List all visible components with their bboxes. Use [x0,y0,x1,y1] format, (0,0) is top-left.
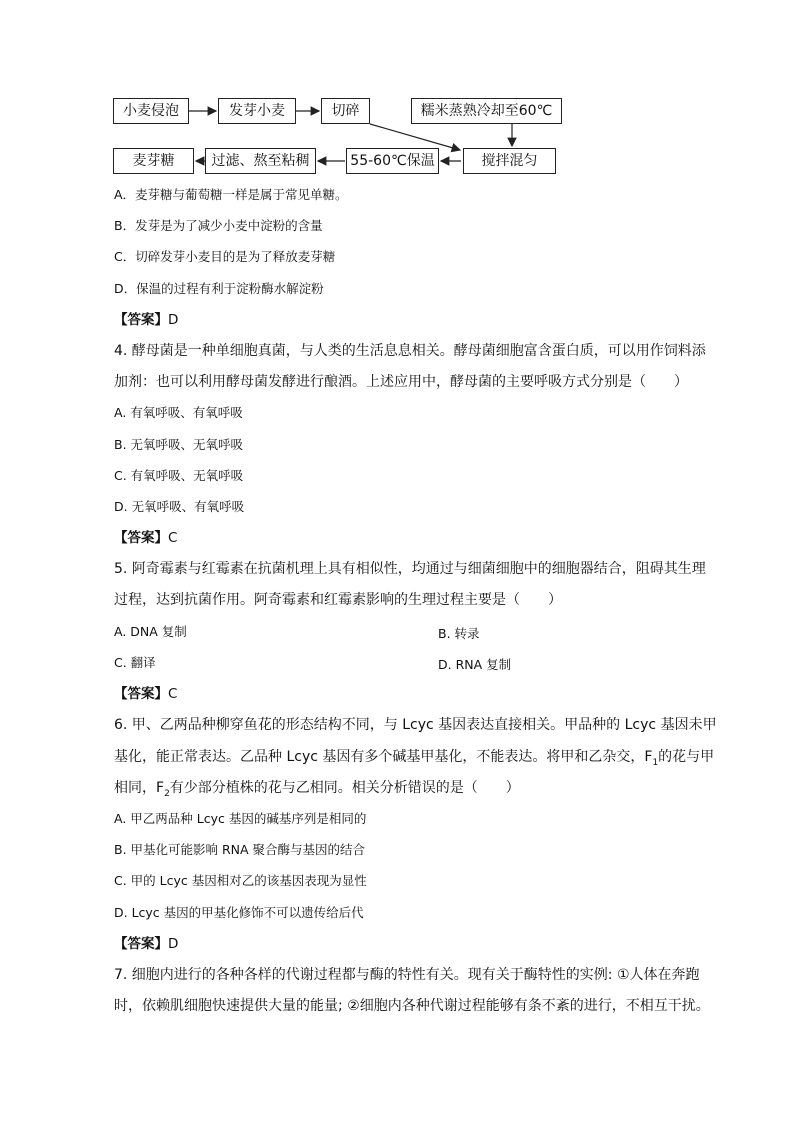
q5-answer [114,686,794,702]
q5-stem-line-1: 5. 阿奇霉素与红霉素在抗菌机理上具有相似性，均通过与细菌细胞中的细胞器结合，阻碍其生理 [114,561,706,577]
q3-option-a: A．麦芽糖与葡萄糖一样是属于常见单糖。 [114,187,348,202]
q5-option-b: B. 转录 [438,626,480,641]
q6-answer [114,936,794,952]
q4-stem-line-1: 4. 酵母菌是一种单细胞真菌，与人类的生活息息相关。酵母菌细胞富含蛋白质，可以用作饲料添 [114,343,706,359]
q4-option-d: D. 无氧呼吸、有氧呼吸 [114,499,245,514]
flow-box-chop: 切碎 [321,98,370,124]
answer-value: D [168,312,179,328]
answer-value: C [168,530,178,546]
q6-line3-end: 有少部分植株的花与乙相同。相关分析错误的是（ ） [169,780,520,796]
answer-label: 【答案】 [114,686,168,702]
q5-option-d: D. RNA 复制 [438,657,512,672]
process-flowchart [0,0,794,190]
q6-stem-line-3 [114,780,794,800]
q6-line2-end: 的花与甲 [658,749,715,765]
flow-box-soak: 小麦侵泡 [113,98,189,124]
answer-value: C [168,686,178,702]
q7-stem-line-2: 时，依赖肌细胞快速提供大量的能量; ②细胞内各种代谢过程能够有条不紊的进行，不相互干扰。 [114,998,710,1014]
flow-box-filter: 过滤、熬至粘稠 [205,148,316,174]
q7-stem-line-1: 7. 细胞内进行的各种各样的代谢过程都与酶的特性有关。现有关于酶特性的实例: ①人体在奔跑 [114,967,700,983]
q4-answer [114,530,794,546]
answer-label: 【答案】 [114,936,168,952]
q6-line3-start: 相同，F [114,780,165,796]
q5-option-a: A. DNA 复制 [114,624,187,639]
q6-stem-line-2 [114,749,794,769]
q4-option-c: C. 有氧呼吸、无氧呼吸 [114,468,244,483]
flow-box-maltose: 麦芽糖 [113,148,194,174]
q4-option-b: B. 无氧呼吸、无氧呼吸 [114,437,244,452]
arrow-3-5 [370,124,460,150]
q3-answer [114,312,794,328]
answer-value: D [168,936,179,952]
q5-option-c: C. 翻译 [114,655,156,670]
answer-label: 【答案】 [114,530,168,546]
q3-option-c: C．切碎发芽小麦目的是为了释放麦芽糖 [114,249,336,264]
subscript-2: 2 [164,788,170,799]
q6-option-d: D. Lcyc 基因的甲基化修饰不可以遗传给后代 [114,905,364,920]
q4-stem-line-2: 加剂：也可以利用酵母菌发酵进行酿酒。上述应用中，酵母菌的主要呼吸方式分别是（ ） [114,374,688,390]
flow-box-incubate: 55-60℃保温 [346,148,439,174]
flow-box-mix: 搅拌混匀 [463,148,556,174]
q4-option-a: A. 有氧呼吸、有氧呼吸 [114,405,243,420]
flow-box-rice: 糯米蒸熟冷却至60℃ [411,98,562,124]
q6-option-b: B. 甲基化可能影响 RNA 聚合酶与基因的结合 [114,842,366,857]
answer-label: 【答案】 [114,312,168,328]
q6-option-c: C. 甲的 Lcyc 基因相对乙的该基因表现为显性 [114,873,367,888]
q6-option-a: A. 甲乙两品种 Lcyc 基因的碱基序列是相同的 [114,811,367,826]
q3-option-b: B．发芽是为了减少小麦中淀粉的含量 [114,218,323,233]
q3-option-d: D．保温的过程有利于淀粉酶水解淀粉 [114,281,324,296]
q6-line2-text: 基化，能正常表达。乙品种 Lcyc 基因有多个碱基甲基化，不能表达。将甲和乙杂交，F [114,749,653,765]
subscript-1: 1 [652,757,659,768]
q6-stem-line-1: 6. 甲、乙两品种柳穿鱼花的形态结构不同，与 Lcyc 基因表达直接相关。甲品种的 Lcyc 基因未甲 [114,717,717,733]
q5-stem-line-2: 过程，达到抗菌作用。阿奇霉素和红霉素影响的生理过程主要是（ ） [114,592,562,608]
flow-box-sprout: 发芽小麦 [218,98,296,124]
